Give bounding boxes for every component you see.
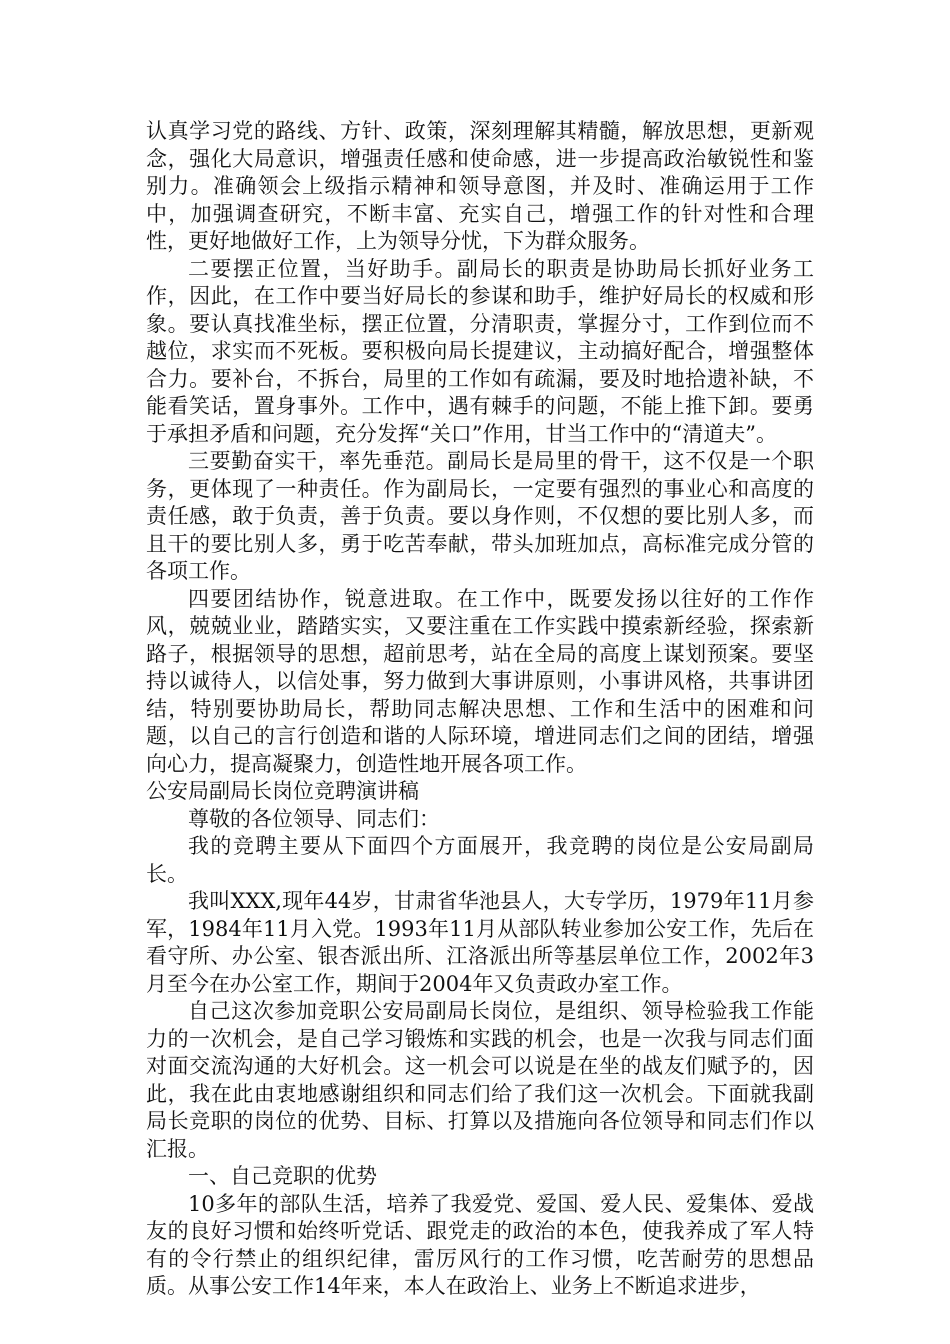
salutation: 尊敬的各位领导、同志们： — [188, 806, 440, 831]
paragraph-intro: 我的竞聘主要从下面四个方面展开，我竞聘的岗位是公安局副局长。 — [146, 834, 814, 886]
paragraph-hard-work: 三要勤奋实干，率先垂范。副局长是局里的骨干，这不仅是一个职务，更体现了一种责任。作为副局长，一定要有强烈的事业心和高度的责任感，敢于负责，善于负责。要以身作则，不仅想的要比别人多，而且干的要比别人多，勇于吃苦奉献，带头加班加点，高标准完成分管的各项工作。 — [146, 449, 814, 583]
paragraph-self-introduction: 我叫XXX,现年44岁，甘肃省华池县人，大专学历，1979年11月参军，1984年11月入党。1993年11月从部队转业参加公安工作，先后在看守所、办公室、银杏派出所、江洛派出所等基层单位工作，2002年3月至今在办公室工作，期间于2004年又负责政办室工作。 — [146, 889, 814, 996]
document-title: 公安局副局长岗位竞聘演讲稿 — [146, 779, 419, 803]
paragraph-opportunity: 自己这次参加竞职公安局副局长岗位，是组织、领导检验我工作能力的一次机会，是自己学习锻炼和实践的机会，也是一次我与同志们面对面交流沟通的大好机会。这一机会可以说是在坐的战友们赋予的，因此，我在此由衷地感谢组织和同志们给了我们这一次机会。下面就我副局长竞职的岗位的优势、目标、打算以及措施向各位领导和同志们作以汇报。 — [146, 999, 814, 1161]
paragraph-correct-position: 二要摆正位置，当好助手。副局长的职责是协助局长抓好业务工作，因此，在工作中要当好局长的参谋和助手，维护好局长的权威和形象。要认真找准坐标，摆正位置，分清职责，掌握分寸，工作到位而不越位，求实而不死板。要积极向局长提建议，主动搞好配合，增强整体合力。要补台，不拆台，局里的工作如有疏漏，要及时地拾遗补缺，不能看笑话，置身事外。工作中，遇有棘手的问题，不能上推下卸。要勇于承担矛盾和问题，充分发挥“关口”作用，甘当工作中的“清道夫”。 — [146, 256, 814, 446]
document-page — [146, 118, 814, 1301]
paragraph-study-policy: 认真学习党的路线、方针、政策，深刻理解其精髓，解放思想，更新观念，强化大局意识，增强责任感和使命感，进一步提高政治敏锐性和鉴别力。准确领会上级指示精神和领导意图，并及时、准确运用于工作中，加强调查研究，不断丰富、充实自己，增强工作的针对性和合理性，更好地做好工作，上为领导分忧，下为群众服务。 — [146, 119, 814, 253]
paragraph-unity: 四要团结协作，锐意进取。在工作中，既要发扬以往好的工作作风，兢兢业业，踏踏实实，又要注重在工作实践中摸索新经验，探索新路子，根据领导的思想，超前思考，站在全局的高度上谋划预案。要坚持以诚待人，以信处事，努力做到大事讲原则，小事讲风格，共事讲团结，特别要协助局长，帮助同志解决思想、工作和生活中的困难和问题，以自己的言行创造和谐的人际环境，增进同志们之间的团结，增强向心力，提高凝聚力，创造性地开展各项工作。 — [146, 586, 814, 776]
paragraph-military-life: 10多年的部队生活，培养了我爱党、爱国、爱人民、爱集体、爱战友的良好习惯和始终听党话、跟党走的政治的本色，使我养成了军人特有的令行禁止的组织纪律，雷厉风行的工作习惯，吃苦耐劳的思想品质。从事公安工作14年来，本人在政治上、业务上不断追求进步， — [146, 1191, 814, 1298]
section-heading-advantages: 一、自己竞职的优势 — [188, 1164, 377, 1188]
